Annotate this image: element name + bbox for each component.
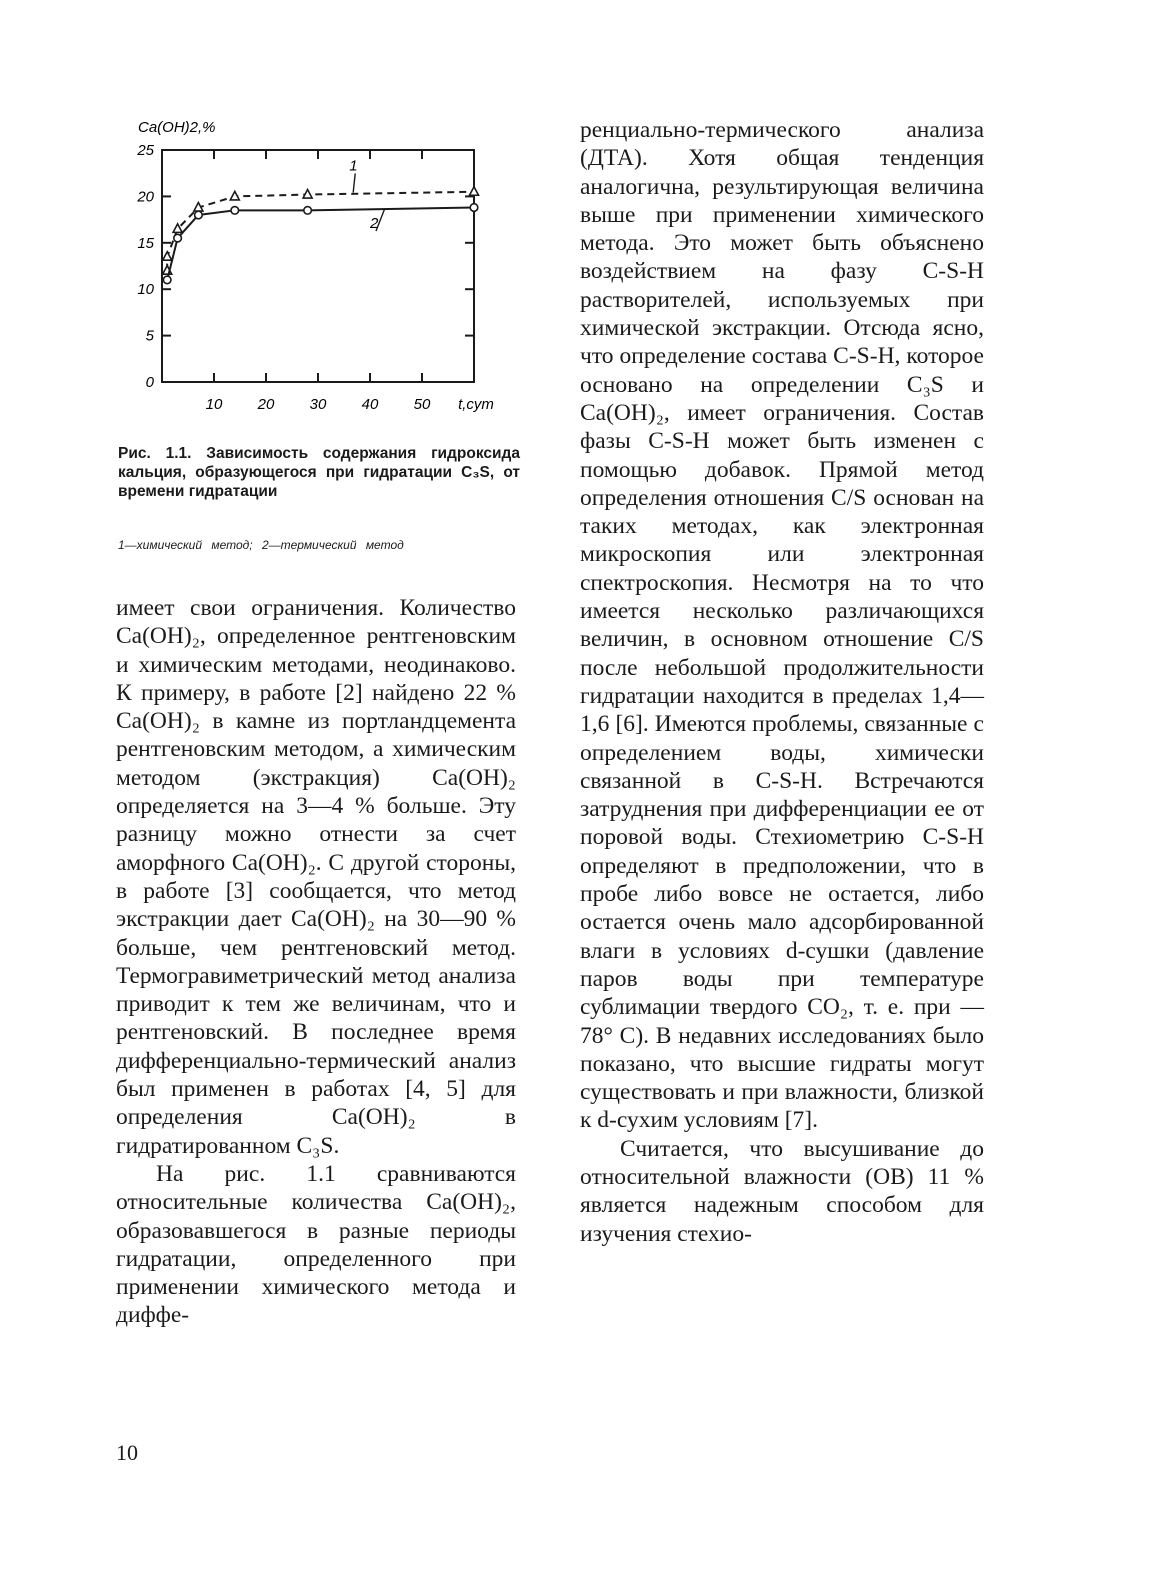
data-point-circle — [231, 207, 239, 215]
chart-svg — [118, 108, 538, 418]
x-tick-label: 10 — [205, 396, 223, 413]
x-tick-label: 20 — [257, 396, 275, 413]
data-point-circle — [304, 207, 312, 215]
data-point-triangle — [230, 191, 239, 200]
x-tick-label: 30 — [309, 396, 327, 413]
page-number: 10 — [116, 1440, 138, 1465]
paragraph: ренциально-термического анализа (ДТА). Хотя общая тенденция аналогична, результирующая величина выше при применении химического метода. Это может быть объяснено воздействием на фазу C-S-H растворителей, используемых при химической экстракции. Отсюда ясно, что определение состава C-S-H, которое основано на определении C₃S и Ca(OH)₂, имеет ограничения. Состав фазы C-S-H может быть изменен с помощью добавок. Прямой метод определения отношения C/S основан на таких методах, как электронная микроскопия или электронная спектроскопия. Несмотря на то что имеется несколько различающихся величин, в основном отношение C/S после небольшой продолжительности гидратации находится в пределах 1,4—1,6 [6]. Имеются проблемы, связанные с определением воды, химически связанной в C-S-H. Встречаются затруднения при дифференциации ее от поровой воды. Стехиометрию C-S-H определяют в предположении, что в пробе либо вовсе не остается, либо остается очень мало адсорбированной влаги в условиях d-сушки (давление паров воды при температуре сублимации твердого CO₂, т. е. при —78° C). В недавних исследованиях было показано, что высшие гидраты могут существовать и при влажности, близкой к d-сухим условиям [7]. — [580, 117, 984, 1134]
paragraph: На рис. 1.1 сравниваются относительные количества Ca(OH)₂, образовавшегося в разные периоды гидратации, определенного при применении химического метода и диффе- — [116, 1160, 516, 1329]
figure-caption: Рис. 1.1. Зависимость содержания гидроксида кальция, образующегося при гидратации C₃S, от времени гидратации — [118, 445, 520, 500]
data-point-circle — [195, 211, 203, 219]
series-line-1 — [167, 192, 474, 271]
paragraph: имеет свои ограничения. Количество Ca(OH)₂, определенное рентгеновским и химическим методами, неодинаково. К примеру, в работе [2] найдено 22 % Ca(OH)₂ в камне из портландцемента рентгеновским методом, а химическим методом (экстракция) Ca(OH)₂ определяется на 3—4 % больше. Эту разницу можно отнести за счет аморфного Ca(OH)₂. С другой стороны, в работе [3] сообщается, что метод экстракции дает Ca(OH)₂ на 30—90 % больше, чем рентгеновский метод. Термогравиметрический метод анализа приводит к тем же величинам, что и рентгеновский. В последнее время дифференциально-термический анализ был применен в работах [4, 5] для определения Ca(OH)₂ в гидратированном C₃S. — [116, 595, 516, 1159]
y-tick-label: 15 — [137, 234, 154, 252]
data-point-circle — [470, 204, 478, 212]
left-column — [116, 594, 516, 1330]
x-tick-label: 50 — [413, 396, 431, 413]
y-tick-label: 25 — [137, 142, 154, 159]
y-tick-label: 5 — [145, 327, 154, 345]
chart-figure — [118, 108, 538, 418]
right-column — [580, 116, 984, 1248]
series-label: 1 — [349, 157, 358, 175]
x-tick-label: 40 — [361, 396, 379, 413]
data-point-circle — [163, 276, 171, 284]
data-point-triangle — [163, 252, 172, 261]
series-line-2 — [167, 208, 474, 280]
data-point-triangle — [470, 187, 479, 196]
y-tick-label: 10 — [137, 281, 154, 299]
paragraph: Считается, что высушивание до относительной влажности (ОВ) 11 % является надежным способом для изучения стехио- — [580, 1135, 984, 1247]
y-tick-label: 0 — [145, 374, 154, 391]
series-label: 2 — [370, 214, 379, 232]
data-point-triangle — [303, 190, 312, 199]
data-point-triangle — [194, 203, 203, 212]
x-axis-label: t,cym — [458, 396, 494, 413]
figure-legend: 1—химический метод; 2—термический метод — [118, 538, 404, 552]
y-axis-label: Ca(OH)2,% — [138, 119, 216, 136]
series-leader — [353, 173, 355, 192]
plot-frame — [162, 150, 474, 382]
y-tick-label: 20 — [137, 188, 154, 206]
data-point-circle — [174, 234, 182, 242]
